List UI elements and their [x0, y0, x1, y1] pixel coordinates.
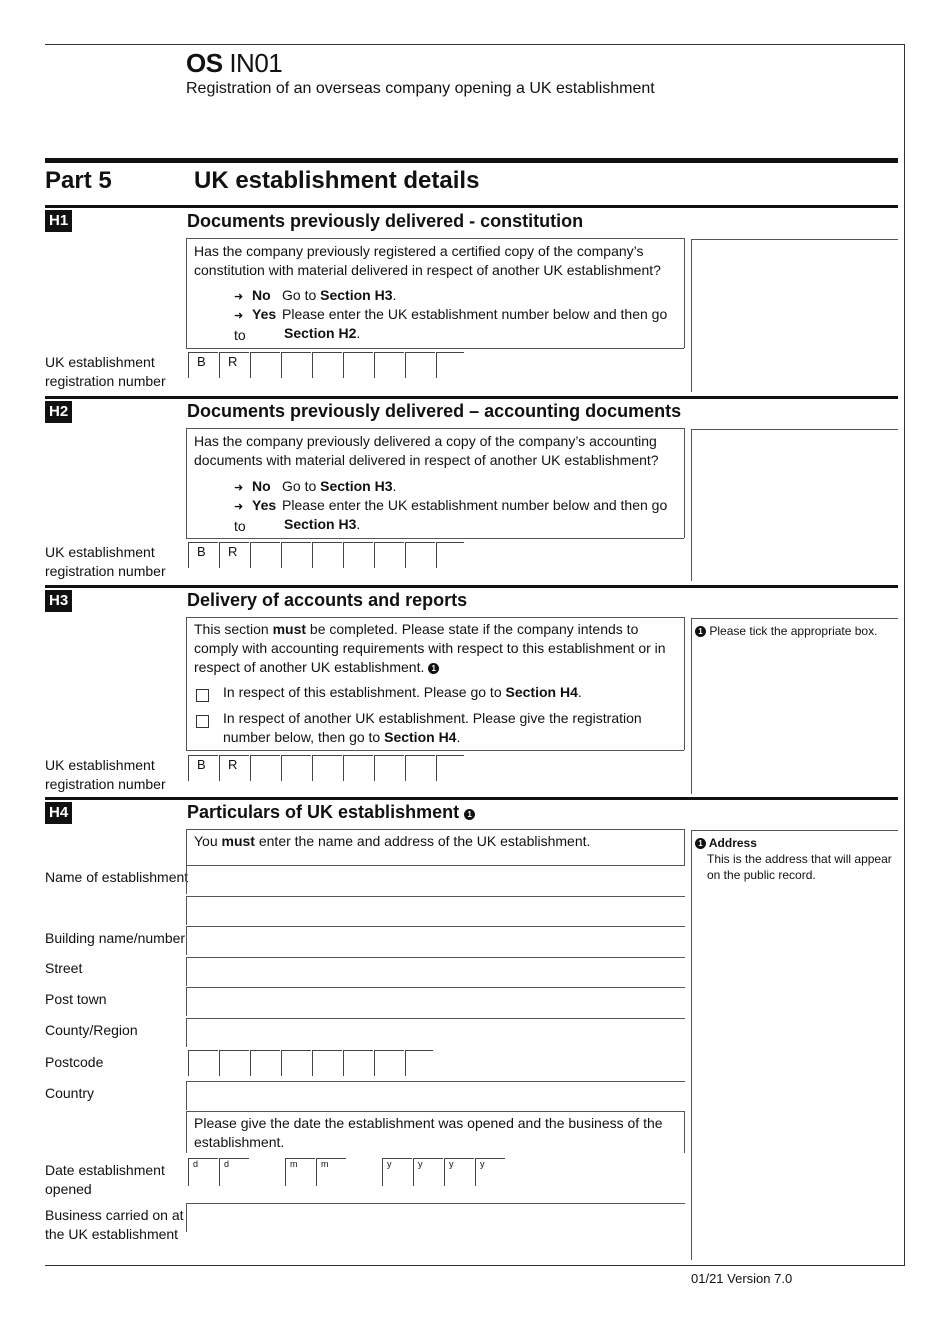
h2-option-no: ➜ No Go to Section H3. [234, 477, 396, 498]
postcode-char-4[interactable] [281, 1050, 311, 1076]
street-input[interactable] [186, 957, 685, 986]
h2-side-top [691, 429, 898, 430]
h2-box-right [684, 428, 685, 538]
section-divider [45, 585, 898, 588]
postcode-char-2[interactable] [219, 1050, 249, 1076]
h3-box-top [186, 617, 684, 618]
section-tag-h4: H4 [45, 802, 72, 824]
street-label: Street [45, 960, 83, 976]
h3-reg-prefix-r: R [219, 755, 249, 781]
postcode-char-5[interactable] [312, 1050, 342, 1076]
section-tag-h1: H1 [45, 210, 72, 232]
date-month-2[interactable]: m [316, 1158, 346, 1186]
date-box-right [684, 1111, 685, 1153]
postcode-char-3[interactable] [250, 1050, 280, 1076]
h1-reg-prefix-b: B [188, 352, 218, 378]
h3-side-top [691, 618, 898, 619]
postcode-char-8[interactable] [405, 1050, 433, 1076]
h1-reg-digit-4[interactable] [343, 352, 373, 378]
county-input[interactable] [186, 1018, 685, 1047]
h3-box-bottom [186, 750, 684, 751]
h1-box-bottom [186, 348, 684, 349]
info-icon: 1 [464, 809, 475, 820]
part-number: Part 5 [45, 167, 112, 194]
arrow-right-icon: ➜ [234, 482, 244, 494]
h2-reg-prefix-r: R [219, 542, 249, 568]
part-divider [45, 158, 898, 163]
date-day-1[interactable]: d [188, 1158, 218, 1186]
part-title: UK establishment details [194, 167, 480, 194]
h4-intro: You must enter the name and address of the UK establishment. [194, 833, 591, 849]
h2-question: Has the company previously delivered a copy of the company’s accounting documents with material delivered in respect of another UK establishment? [194, 433, 659, 468]
postcode-char-7[interactable] [374, 1050, 404, 1076]
h3-intro: This section must be completed. Please state if the company intends to comply with accounting requirements with respect to this establishment or in respect of another UK establishment. 1 [194, 621, 666, 675]
h3-reg-digit-3[interactable] [312, 755, 342, 781]
h2-yes-section: Section H3. [284, 516, 361, 532]
date-year-2[interactable]: y [413, 1158, 443, 1186]
h1-side-left [691, 239, 692, 392]
h2-box-bottom [186, 538, 684, 539]
section-tag-h2: H2 [45, 401, 72, 423]
date-label: Date establishment opened [45, 1162, 165, 1197]
h3-side-note: 1 Please tick the appropriate box. [695, 623, 895, 639]
date-day-2[interactable]: d [219, 1158, 249, 1186]
h1-reg-digit-7[interactable] [436, 352, 464, 378]
h4-box-right [684, 829, 685, 865]
h3-option1-label: In respect of this establishment. Please go to Section H4. [223, 684, 582, 700]
h2-reg-digit-6[interactable] [405, 542, 435, 568]
postcode-label: Postcode [45, 1054, 104, 1070]
h2-reg-digit-4[interactable] [343, 542, 373, 568]
h2-reg-prefix-b: B [188, 542, 218, 568]
h3-reg-digit-4[interactable] [343, 755, 373, 781]
h1-reg-digit-3[interactable] [312, 352, 342, 378]
h3-reg-digit-6[interactable] [405, 755, 435, 781]
info-icon: 1 [428, 663, 439, 674]
h3-option2-label: In respect of another UK establishment. Please give the registration number below, then go to Section H4. [223, 710, 642, 745]
h2-reg-digit-1[interactable] [250, 542, 280, 568]
date-box-top [186, 1111, 684, 1112]
h1-box-top [186, 238, 684, 239]
date-year-1[interactable]: y [382, 1158, 412, 1186]
building-label: Building name/number [45, 930, 186, 946]
h4-side-note: 1 Address This is the address that will appear on the public record. [695, 835, 895, 883]
postcode-char-6[interactable] [343, 1050, 373, 1076]
date-box-left [186, 1111, 187, 1153]
form-subtitle: Registration of an overseas company opening a UK establishment [186, 80, 655, 97]
page-frame-top [45, 44, 905, 45]
h3-reg-digit-2[interactable] [281, 755, 311, 781]
name-label: Name of establishment [45, 869, 189, 885]
h3-reg-prefix-b: B [188, 755, 218, 781]
h2-box-top [186, 428, 684, 429]
h2-side-left [691, 429, 692, 581]
business-input[interactable] [186, 1203, 685, 1232]
building-input[interactable] [186, 926, 685, 955]
section-title-h4: Particulars of UK establishment 1 [187, 802, 475, 823]
h1-reg-prefix-r: R [219, 352, 249, 378]
h1-reg-label: UK establishment registration number [45, 354, 166, 389]
post-town-input[interactable] [186, 987, 685, 1016]
h4-box-left [186, 829, 187, 865]
country-input[interactable] [186, 1081, 685, 1110]
h2-option-yes: ➜ Yes Please enter the UK establishment number below and then go to [234, 497, 668, 534]
h3-option2-checkbox[interactable] [196, 715, 209, 728]
postcode-char-1[interactable] [188, 1050, 218, 1076]
h3-option1-checkbox[interactable] [196, 689, 209, 702]
h4-side-left [691, 830, 692, 1260]
h1-box-right [684, 238, 685, 348]
name-input-line1[interactable] [186, 865, 685, 894]
post-town-label: Post town [45, 991, 107, 1007]
h2-box-left [186, 428, 187, 538]
h1-yes-section: Section H2. [284, 325, 361, 341]
county-label: County/Region [45, 1022, 138, 1038]
page-frame-bottom [45, 1265, 905, 1266]
form-code: OS IN01 [186, 48, 283, 78]
section-divider [45, 205, 898, 208]
date-intro: Please give the date the establishment was opened and the business of the establishment. [194, 1115, 663, 1150]
h4-box-top [186, 829, 684, 830]
h1-side-top [691, 239, 898, 240]
arrow-right-icon: ➜ [234, 501, 244, 513]
h1-reg-digit-5[interactable] [374, 352, 404, 378]
section-title-h2: Documents previously delivered – accounting documents [187, 401, 682, 421]
h3-reg-label: UK establishment registration number [45, 757, 166, 792]
info-icon: 1 [695, 626, 706, 637]
h1-reg-digit-1[interactable] [250, 352, 280, 378]
h1-option-yes: ➜ Yes Please enter the UK establishment number below and then go to [234, 306, 668, 343]
h1-reg-digit-2[interactable] [281, 352, 311, 378]
h1-question: Has the company previously registered a certified copy of the company’s constitution with material delivered in respect of another UK establishment? [194, 243, 661, 278]
page-frame-right [904, 44, 905, 1265]
h2-reg-label: UK establishment registration number [45, 544, 166, 579]
h2-reg-digit-2[interactable] [281, 542, 311, 568]
h3-box-left [186, 617, 187, 750]
h3-reg-digit-7[interactable] [436, 755, 464, 781]
section-divider [45, 396, 898, 399]
section-title-h1: Documents previously delivered - constitution [187, 211, 584, 231]
date-year-4[interactable]: y [475, 1158, 505, 1186]
country-label: Country [45, 1085, 95, 1101]
h1-option-no: ➜ No Go to Section H3. [234, 286, 396, 307]
arrow-right-icon: ➜ [234, 291, 244, 303]
h2-reg-digit-5[interactable] [374, 542, 404, 568]
h4-side-top [691, 830, 898, 831]
section-title-h3: Delivery of accounts and reports [187, 590, 468, 610]
version-label: 01/21 Version 7.0 [691, 1271, 793, 1286]
h2-reg-digit-7[interactable] [436, 542, 464, 568]
section-divider [45, 797, 898, 800]
name-input-line2[interactable] [186, 896, 685, 925]
section-tag-h3: H3 [45, 590, 72, 612]
info-icon: 1 [695, 838, 706, 849]
business-label: Business carried on at the UK establishment [45, 1207, 184, 1242]
h3-reg-digit-1[interactable] [250, 755, 280, 781]
h1-reg-digit-6[interactable] [405, 352, 435, 378]
h1-box-left [186, 238, 187, 348]
date-year-3[interactable]: y [444, 1158, 474, 1186]
h3-side-left [691, 618, 692, 794]
arrow-right-icon: ➜ [234, 310, 244, 322]
date-month-1[interactable]: m [285, 1158, 315, 1186]
h3-reg-digit-5[interactable] [374, 755, 404, 781]
h2-reg-digit-3[interactable] [312, 542, 342, 568]
